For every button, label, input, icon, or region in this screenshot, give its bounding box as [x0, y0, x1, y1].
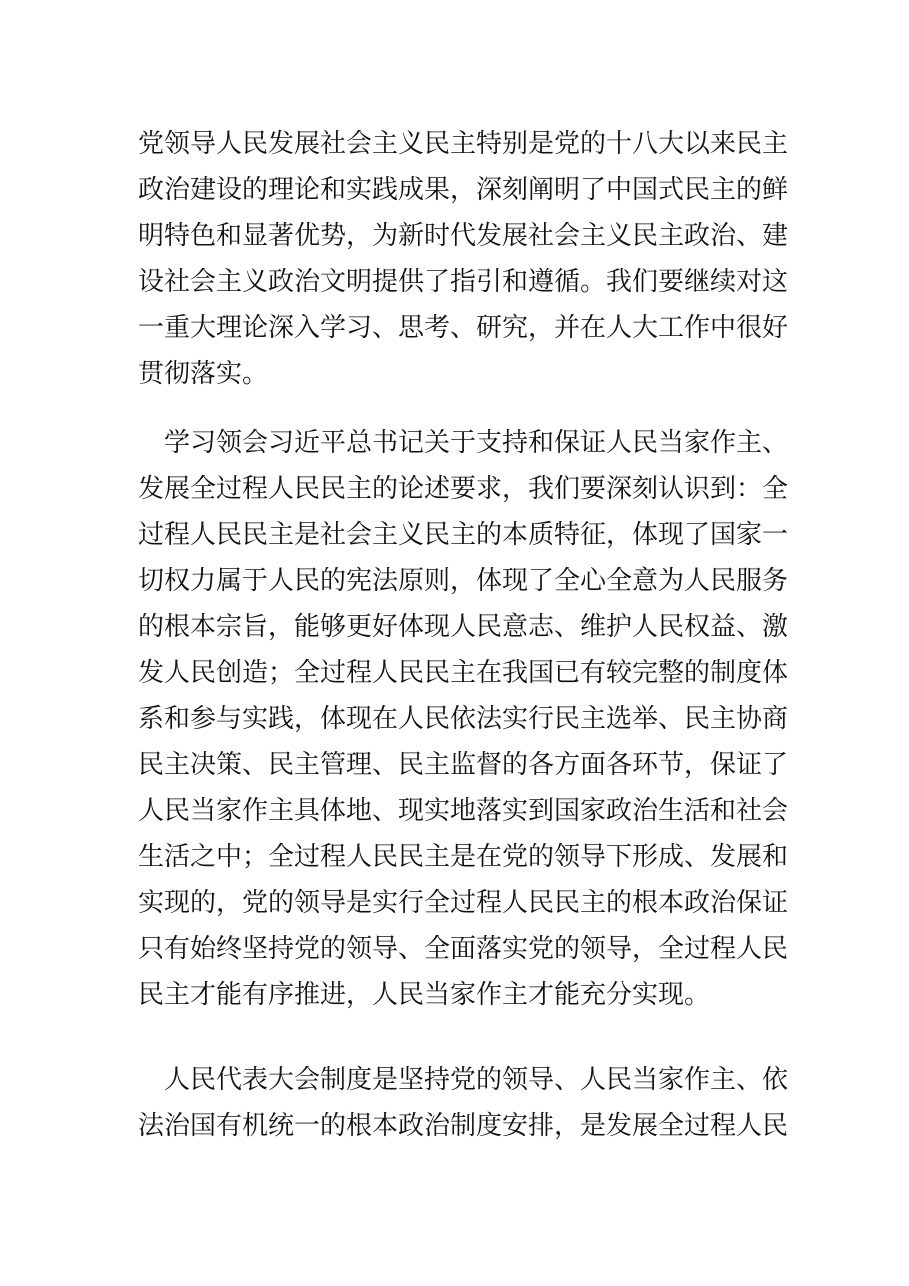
text-line: 切权力属于人民的宪法原则，体现了全心全意为人民服务	[138, 566, 789, 596]
text-line: 设社会主义政治文明提供了指引和遵循。我们要继续对这	[138, 267, 789, 297]
text-line: 民主决策、民主管理、民主监督的各方面各环节，保证了	[138, 750, 789, 780]
text-line: 党领导人民发展社会主义民主特别是党的十八大以来民主	[138, 129, 789, 159]
text-line: 实现的，党的领导是实行全过程人民民主的根本政治保证	[138, 888, 789, 918]
text-line: 贯彻落实。	[138, 359, 269, 389]
text-line: 法治国有机统一的根本政治制度安排，是发展全过程人民	[138, 1111, 789, 1141]
text-line: 明特色和显著优势，为新时代发展社会主义民主政治、建	[138, 221, 789, 251]
text-line: 生活之中；全过程人民民主是在党的领导下形成、发展和	[138, 842, 789, 872]
text-line: 发人民创造；全过程人民民主在我国已有较完整的制度体	[138, 658, 789, 688]
text-line: 人民代表大会制度是坚持党的领导、人民当家作主、依	[138, 1065, 789, 1095]
text-line: 一重大理论深入学习、思考、研究，并在人大工作中很好	[138, 313, 789, 343]
text-line: 学习领会习近平总书记关于支持和保证人民当家作主、	[138, 428, 789, 458]
text-line: 过程人民民主是社会主义民主的本质特征，体现了国家一	[138, 520, 789, 550]
text-line: 只有始终坚持党的领导、全面落实党的领导，全过程人民	[138, 934, 789, 964]
text-line: 人民当家作主具体地、现实地落实到国家政治生活和社会	[138, 796, 789, 826]
text-line: 系和参与实践，体现在人民依法实行民主选举、民主协商	[138, 704, 789, 734]
text-line: 民主才能有序推进，人民当家作主才能充分实现。	[138, 980, 711, 1010]
text-line: 发展全过程人民民主的论述要求，我们要深刻认识到：全	[138, 474, 789, 504]
text-line: 的根本宗旨，能够更好体现人民意志、维护人民权益、激	[138, 612, 789, 642]
text-line: 政治建设的理论和实践成果，深刻阐明了中国式民主的鲜	[138, 175, 789, 205]
